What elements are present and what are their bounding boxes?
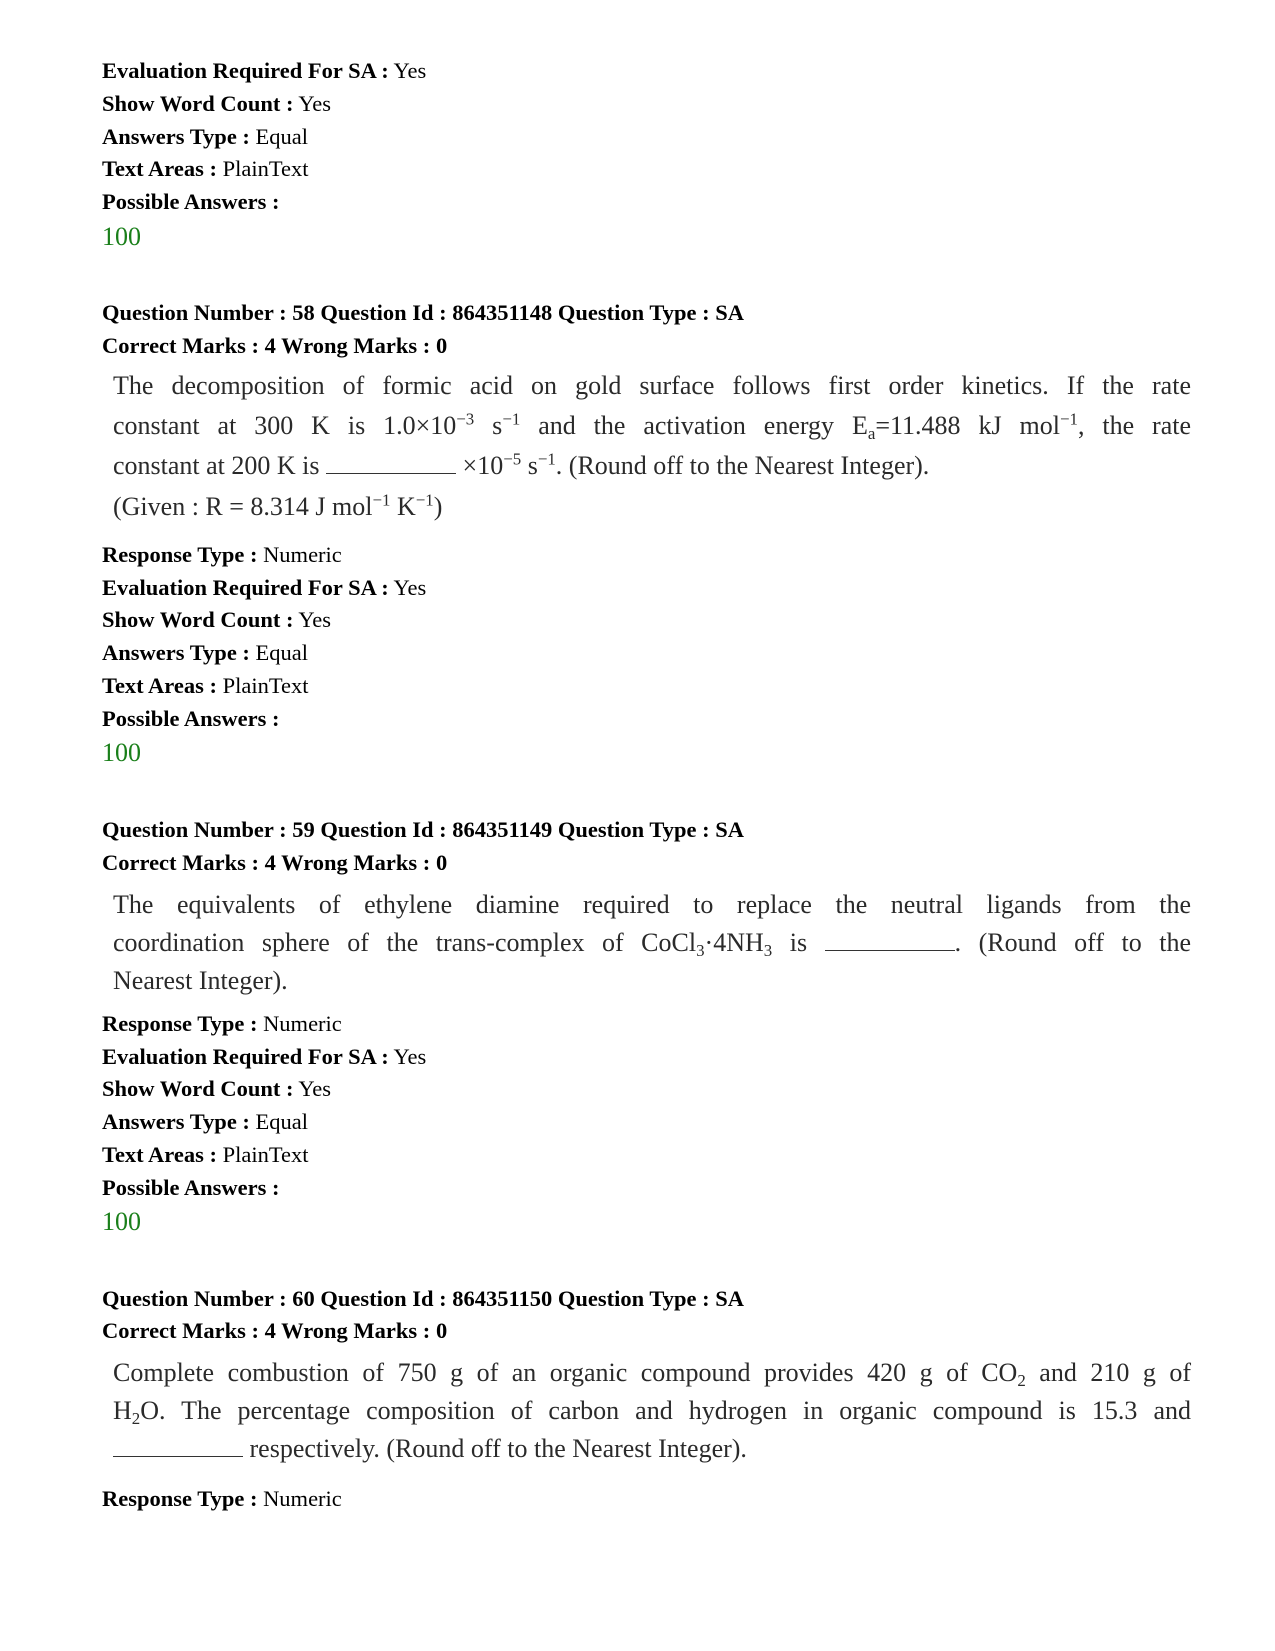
label: Show Word Count : [102, 91, 294, 116]
label: Question Number : [102, 1286, 287, 1311]
value: Numeric [263, 542, 342, 567]
question-id: 864351148 [452, 300, 553, 325]
label: Answers Type : [102, 124, 250, 149]
label: Correct Marks : [102, 1318, 260, 1343]
possible-answers-row [102, 187, 280, 217]
value: Yes [298, 91, 332, 116]
label: Question Number : [102, 300, 287, 325]
label: Question Id : [320, 817, 447, 842]
label: Wrong Marks : [281, 1318, 431, 1343]
label: Correct Marks : [102, 850, 260, 875]
marks-row [102, 1316, 447, 1346]
correct-marks: 4 [264, 850, 276, 875]
value: Equal [255, 124, 309, 149]
question-number: 58 [292, 300, 315, 325]
value: PlainText [222, 673, 309, 698]
possible-answer-value: 100 [102, 738, 141, 767]
label: Response Type : [102, 542, 258, 567]
correct-marks: 4 [264, 1318, 276, 1343]
question-id: 864351150 [452, 1286, 553, 1311]
marks-row [102, 331, 447, 361]
response-type-row [102, 1484, 342, 1514]
show-word-count-row [102, 89, 331, 119]
value: Yes [393, 575, 427, 600]
question-text [113, 366, 1191, 486]
label: Question Id : [320, 300, 447, 325]
label: Question Number : [102, 817, 287, 842]
possible-answer-value: 100 [102, 222, 141, 251]
label: Wrong Marks : [281, 850, 431, 875]
possible-answers-row [102, 704, 280, 734]
question-line: The equivalents of ethylene diamine required to replace the neutral ligands from the [113, 890, 1191, 919]
value: Equal [255, 1109, 309, 1134]
question-type: SA [715, 1286, 744, 1311]
text-areas-row [102, 671, 309, 701]
label: Answers Type : [102, 640, 250, 665]
value: Yes [393, 58, 427, 83]
text-areas-row [102, 154, 309, 184]
marks-row [102, 848, 447, 878]
evaluation-required-row [102, 56, 426, 86]
label: Question Id : [320, 1286, 447, 1311]
label: Question Type : [557, 817, 710, 842]
value: PlainText [222, 156, 309, 181]
evaluation-required-row [102, 573, 426, 603]
label: Correct Marks : [102, 333, 260, 358]
text-areas-row [102, 1140, 309, 1170]
label: Evaluation Required For SA : [102, 1044, 389, 1069]
label: Evaluation Required For SA : [102, 58, 389, 83]
value: Yes [298, 1076, 332, 1101]
question-header [102, 298, 744, 328]
label: Answers Type : [102, 1109, 250, 1134]
answer-blank [113, 1438, 243, 1457]
question-number: 60 [292, 1286, 315, 1311]
label: Possible Answers : [102, 706, 280, 731]
question-line: The decomposition of formic acid on gold surface follows first order kinetics. If the rate [113, 371, 1191, 400]
question-line: $H_2O$. The percentage composition of carbon and hydrogen in organic compound is 15.3 and [113, 1396, 1191, 1429]
question-type: SA [715, 300, 744, 325]
question-line: coordination sphere of the trans-complex of $CoCl_3\cdot 4NH_3$ is . (Round off to the [113, 928, 1192, 961]
question-type: SA [715, 817, 744, 842]
question-text [113, 886, 1191, 1000]
label: Show Word Count : [102, 607, 294, 632]
question-line: Nearest Integer). [113, 966, 288, 995]
show-word-count-row [102, 605, 331, 635]
label: Show Word Count : [102, 1076, 294, 1101]
question-header [102, 815, 744, 845]
label: Text Areas : [102, 1142, 217, 1167]
answers-type-row [102, 122, 308, 152]
question-line: respectively. (Round off to the Nearest Integer). [113, 1430, 1191, 1468]
possible-answer-value: 100 [102, 1207, 141, 1236]
label: Response Type : [102, 1486, 258, 1511]
possible-answers-row [102, 1173, 280, 1203]
question-line: Complete combustion of 750 g of an organic compound provides 420 g of $CO_2$ and 210 g of [113, 1358, 1191, 1391]
correct-marks: 4 [264, 333, 276, 358]
label: Wrong Marks : [281, 333, 431, 358]
question-text [113, 1354, 1191, 1468]
given-line: (Given : R = 8.314 J mol$^{-1}$ $K^{-1}$) [113, 490, 443, 521]
value: Equal [255, 640, 309, 665]
value: Numeric [263, 1011, 342, 1036]
question-id: 864351149 [452, 817, 553, 842]
answer-blank [326, 455, 456, 474]
answers-type-row [102, 638, 308, 668]
label: Response Type : [102, 1011, 258, 1036]
question-number: 59 [292, 817, 315, 842]
label: Question Type : [557, 300, 710, 325]
answer-blank [825, 932, 955, 951]
question-line: constant at 200 K is $\times 10^{-5}$ $s^{-1}$. (Round off to the Nearest Integer). [113, 449, 930, 480]
wrong-marks: 0 [435, 1318, 448, 1343]
show-word-count-row [102, 1074, 331, 1104]
label: Evaluation Required For SA : [102, 575, 389, 600]
label: Possible Answers : [102, 1175, 280, 1200]
question-header [102, 1284, 744, 1314]
value: Yes [298, 607, 332, 632]
label: Text Areas : [102, 673, 217, 698]
value: Numeric [263, 1486, 342, 1511]
wrong-marks: 0 [435, 333, 448, 358]
response-type-row [102, 1009, 342, 1039]
question-line: constant at 300 K is $1.0\times 10^{-3}$ $s^{-1}$ and the activation energy $E_a=11.488$ kJ mol$^{-1}$, the rate [113, 409, 1192, 444]
value: PlainText [222, 1142, 309, 1167]
label: Possible Answers : [102, 189, 280, 214]
label: Question Type : [557, 1286, 710, 1311]
answers-type-row [102, 1107, 308, 1137]
label: Text Areas : [102, 156, 217, 181]
value: Yes [393, 1044, 427, 1069]
response-type-row [102, 540, 342, 570]
wrong-marks: 0 [435, 850, 448, 875]
evaluation-required-row [102, 1042, 426, 1072]
